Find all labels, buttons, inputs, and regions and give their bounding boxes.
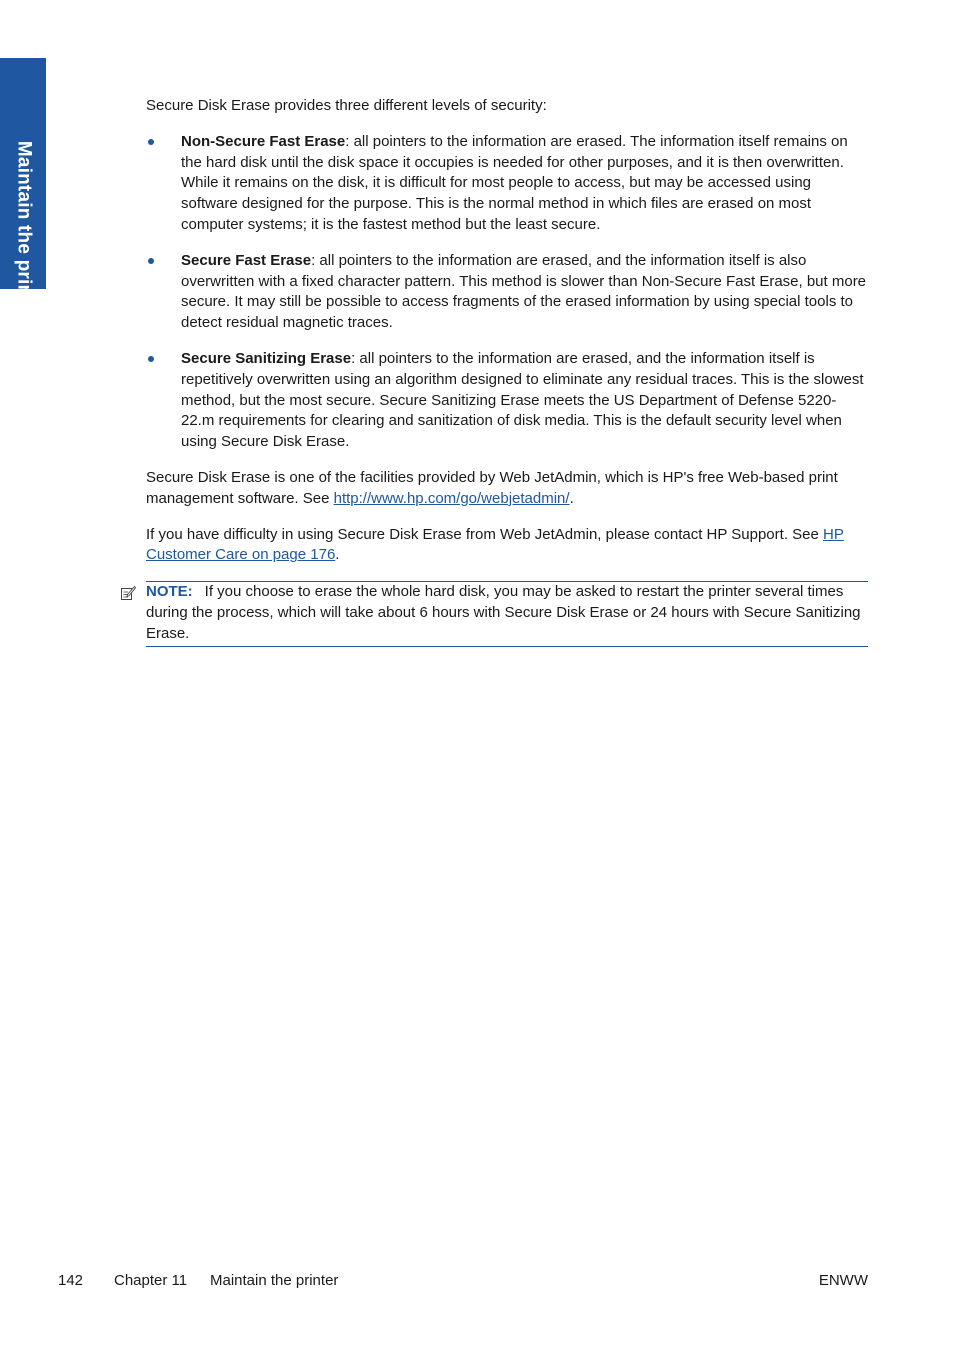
note-box	[146, 581, 868, 646]
level-description: : all pointers to the information are erased, and the information itself is also overwritten with a fixed character pattern. This method is slower than Non-Secure Fast Erase, but more secure. It may still be possible to access fragments of the erased information by using special tools to detect residual magnetic traces.	[181, 251, 867, 332]
webjetadmin-paragraph	[146, 468, 868, 510]
webjetadmin-link[interactable]: http://www.hp.com/go/webjetadmin/	[333, 489, 570, 507]
list-item	[146, 132, 868, 236]
footer-chapter-title: Maintain the printer	[210, 1272, 339, 1289]
list-item	[146, 251, 868, 334]
note-pencil-icon	[120, 585, 136, 601]
support-text-end: .	[335, 546, 340, 564]
level-term: Secure Fast Erase	[181, 251, 312, 269]
note-label: NOTE:	[146, 583, 193, 601]
level-description: : all pointers to the information are erased. The information itself remains on the hard disk until the disk space it occupies is needed for other purposes, and it is then overwritten. While it remains on the disk, it is difficult for most people to access, but may be accessed using software designed for the purpose. This is the normal method in which files are erased on most computer systems; it is the fastest method but the least secure.	[181, 132, 848, 233]
chapter-side-tab	[0, 58, 46, 322]
webjetadmin-text: Secure Disk Erase is one of the facilities provided by Web JetAdmin, which is HP's free Web-based print management software. See	[146, 468, 838, 507]
bullet-icon	[148, 258, 154, 264]
support-text: If you have difficulty in using Secure Disk Erase from Web JetAdmin, please contact HP Support. See	[146, 525, 824, 543]
intro-paragraph: Secure Disk Erase provides three different levels of security:	[146, 97, 547, 114]
level-term: Non-Secure Fast Erase	[181, 132, 346, 150]
page-number: 142	[58, 1272, 84, 1289]
customer-care-link[interactable]: HP Customer Care on page 176	[146, 525, 844, 564]
chapter-side-tab-label: Maintain the printer	[13, 140, 35, 322]
note-text: If you choose to erase the whole hard disk, you may be asked to restart the printer several times during the process, which will take about 6 hours with Secure Disk Erase or 24 hours with Secure Sanitizing Erase.	[146, 583, 861, 642]
support-paragraph	[146, 525, 868, 567]
footer-chapter: Chapter 11	[114, 1272, 188, 1289]
level-term: Secure Sanitizing Erase	[181, 349, 352, 367]
bullet-icon	[148, 356, 154, 362]
webjetadmin-text-end: .	[569, 489, 574, 507]
page-content	[146, 96, 868, 647]
bullet-icon	[148, 139, 154, 145]
level-description: : all pointers to the information are erased, and the information itself is repetitively overwritten using an algorithm designed to eliminate any residual traces. This is the slowest method, but the most secure. Secure Sanitizing Erase meets the US Department of Defense 5220-22.m requirements for clearing and sanitization of disk media. This is the default security level when using Secure Disk Erase.	[181, 349, 864, 451]
list-item	[146, 349, 868, 453]
security-levels-list	[146, 132, 868, 453]
footer-locale: ENWW	[818, 1272, 868, 1289]
